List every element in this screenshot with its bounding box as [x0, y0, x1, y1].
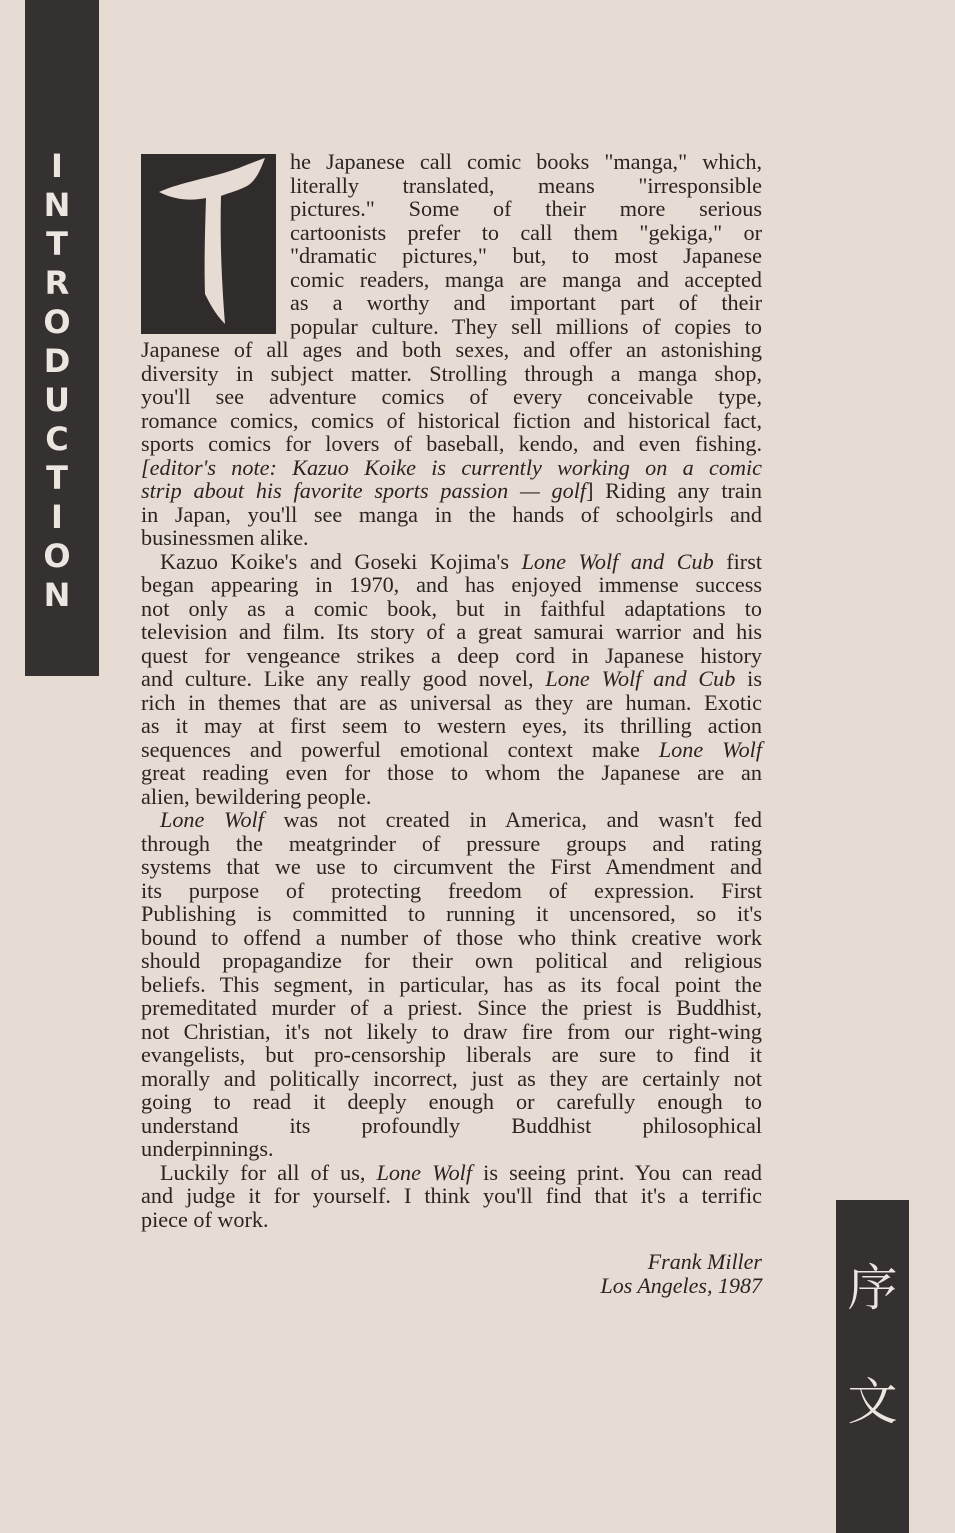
text-line: in Japan, you'll see manga in the hands of schoolgirls and — [141, 501, 762, 527]
side-letter: D — [43, 342, 71, 380]
text-line: Japanese of all ages and both sexes, and offer an astonishing — [141, 337, 762, 362]
text-line: he Japanese call comic books "manga," which, — [290, 149, 762, 174]
kanji-side-tab — [836, 1200, 909, 1533]
text-line — [141, 1161, 762, 1185]
text-line — [141, 667, 762, 691]
title-italic: Lone Wolf — [658, 736, 762, 762]
text-span: is seeing print. You can read — [472, 1159, 762, 1185]
text-line: morally and politically incorrect, just as they are certainly not — [141, 1065, 762, 1091]
side-letter: I — [51, 147, 63, 185]
text-line: you'll see adventure comics of every conceivable type, — [141, 384, 762, 409]
text-span: Luckily for all of us, — [160, 1159, 377, 1185]
text-line: beliefs. This segment, in particular, has as its focal point the — [141, 971, 762, 997]
text-span: sequences and powerful emotional context make — [141, 736, 659, 762]
text-line: through the meatgrinder of pressure groups and rating — [141, 830, 762, 856]
title-italic: Lone Wolf and Cub — [521, 548, 714, 574]
text-line: bound to offend a number of those who think creative work — [141, 924, 762, 950]
text-line: cartoonists prefer to call them "gekiga," or — [290, 219, 762, 245]
signature-place: Los Angeles, 1987 — [600, 1273, 762, 1298]
side-letter: I — [51, 498, 63, 536]
text-line: as it may at first seem to western eyes, its thrilling action — [141, 713, 762, 738]
text-line: premeditated murder of a priest. Since the priest is Buddhist, — [141, 995, 762, 1020]
text-line: comic readers, manga are manga and accepted — [290, 266, 762, 292]
text-span: Kazuo Koike's and Goseki Kojima's — [160, 548, 522, 574]
text-span: first — [713, 548, 762, 574]
title-italic: Lone Wolf — [160, 807, 264, 832]
kanji-char: 序 — [847, 1259, 898, 1317]
text-line: and judge it for yourself. I think you'll find that it's a terrific — [141, 1183, 762, 1208]
text-line: Publishing is committed to running it uncensored, so it's — [141, 901, 762, 926]
text-line: sports comics for lovers of baseball, kendo, and even fishing. — [141, 431, 762, 456]
text-line: romance comics, comics of historical fiction and historical fact, — [141, 407, 762, 433]
text-line: began appearing in 1970, and has enjoyed immense success — [141, 572, 762, 597]
text-line: piece of work. — [141, 1206, 269, 1232]
text-line — [141, 738, 762, 762]
text-line: should propagandize for their own political and religious — [141, 948, 762, 973]
side-letter: T — [46, 225, 68, 263]
introduction-side-tab — [25, 0, 99, 676]
text-span: is — [735, 666, 762, 691]
editor-note-line: [editor's note: Kazuo Koike is currently working on a comic — [141, 454, 762, 480]
kanji-char: 文 — [847, 1373, 898, 1431]
side-letter: O — [43, 537, 71, 575]
text-line — [141, 808, 762, 832]
text-line: quest for vengeance strikes a deep cord in Japanese history — [141, 642, 762, 668]
text-line: not only as a comic book, but in faithful adaptations to — [141, 595, 762, 621]
title-italic: Lone Wolf — [376, 1159, 472, 1185]
side-letter: U — [44, 381, 70, 419]
text-line: not Christian, it's not likely to draw fire from our right-wing — [141, 1018, 762, 1044]
text-line: going to read it deeply enough or carefully enough to — [141, 1089, 762, 1114]
text-line: systems that we use to circumvent the First Amendment and — [141, 854, 762, 879]
title-italic: Lone Wolf and Cub — [545, 666, 736, 691]
text-line: its purpose of protecting freedom of expression. First — [141, 877, 762, 903]
text-line — [141, 550, 762, 574]
text-line: understand its profoundly Buddhist philosophical — [141, 1112, 762, 1138]
signature-name: Frank Miller — [647, 1249, 762, 1274]
text-line: alien, bewildering people. — [141, 783, 372, 809]
side-letter: N — [43, 576, 71, 614]
text-line: businessmen alike. — [141, 525, 309, 550]
text-line: underpinnings. — [141, 1136, 274, 1161]
text-line: diversity in subject matter. Strolling through a manga shop, — [141, 360, 762, 386]
text-line: "dramatic pictures," but, to most Japanese — [290, 243, 762, 268]
text-line: great reading even for those to whom the Japanese are an — [141, 760, 762, 785]
text-line: pictures." Some of their more serious — [290, 196, 762, 221]
side-letter: T — [46, 459, 68, 497]
text-span: and culture. Like any really good novel, — [141, 666, 546, 691]
side-letter: O — [43, 303, 71, 341]
side-letter: R — [44, 264, 70, 302]
text-line: rich in themes that are as universal as they are human. Exotic — [141, 689, 762, 715]
editor-note-text: strip about his favorite sports passion — golf — [141, 478, 587, 503]
text-span: ] Riding any train — [586, 478, 762, 503]
introduction-text — [141, 150, 762, 1231]
text-line: evangelists, but pro-censorship liberals are sure to find it — [141, 1042, 762, 1067]
text-line — [141, 479, 762, 503]
text-line: as a worthy and important part of their — [290, 290, 762, 315]
text-line: television and film. Its story of a great samurai warrior and his — [141, 619, 762, 644]
text-line: literally translated, means "irresponsible — [290, 172, 762, 198]
side-letter: C — [45, 420, 69, 458]
side-letter: N — [43, 186, 71, 224]
text-line: popular culture. They sell millions of copies to — [290, 313, 762, 339]
text-span: was not created in America, and wasn't fed — [263, 807, 762, 832]
